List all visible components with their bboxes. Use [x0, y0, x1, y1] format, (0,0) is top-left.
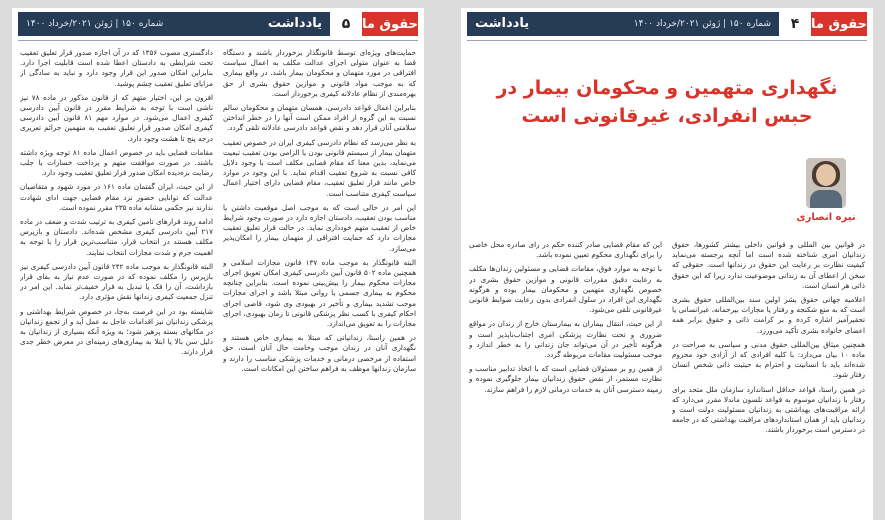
- paragraph: با توجه به موارد فوق، مقامات قضایی و مسئولین زندان‌ها مکلف به رعایت دقیق مقررات قانونی و موازین حقوق بشری در خصوص نگهداری متهمین و محکومان بیمار بوده و هرگونه نگهداری این افراد در سلول انفرادی بدون رعایت ضوابط قانونی غیرقانونی تلقی می‌شود.: [469, 264, 662, 315]
- paragraph: افزون بر این، اختیار متهم که از قانون مذکور در ماده ۷۸ نیز ناشی است با توجه به شرایط مقرر در قانون آیین دادرسی کیفری اعمال می‌شود. در موارد مهم ۸۱ قانون آیین دادرسی کیفری امکان صدور قرار تعلیق تعقیب به متهمین جرائم تعزیری درجه پنج تا هشت وجود دارد.: [20, 92, 213, 143]
- page-header: [18, 12, 418, 36]
- page-5: [12, 8, 424, 520]
- paragraph: از این حیث، ایران گفتمان ماده ۱۶۱ در مورد شهود و متقاضیان عدالت که توانایی حضور نزد مقام قضایی جهت ادای شهادت ندارند نیز حکمی مشابه ماده ۲۳۵ مقرر نموده است.: [20, 182, 213, 212]
- paragraph: در همین راستا، قواعد حداقل استاندارد سازمان ملل متحد برای رفتار با زندانیان موسوم به قواعد نلسون ماندلا مقرر می‌دارد که ارائه مراقبت‌های بهداشتی به زندانیان مسئولیت دولت است و زندانیان باید از همان استانداردهای مراقبت بهداشتی که در جامعه در دسترس است برخوردار باشند.: [672, 384, 865, 435]
- author-box: [789, 158, 863, 238]
- page-number: ۴: [790, 16, 800, 32]
- paragraph: این که مقام قضایی صادر کننده حکم در رای صادره محل خاصی را برای نگهداری محکوم تعیین نموده باشد.: [469, 240, 662, 260]
- paragraph: شایسته بود در این فرصت به‌جا، در خصوص شرایط بهداشتی و پزشکی زندانیان نیز اقدامات عاجل به عمل آید و از تجمع زندانیان در مکانهای بسته پرهیز شود؛ به ویژه آنکه بسیاری از زندانیان به دلیل سن بالا یا ابتلا به بیماری‌های زمینه‌ای در معرض خطر جدی قرار دارند.: [20, 306, 213, 357]
- paragraph: به نظر می‌رسد که نظام دادرسی کیفری ایران در خصوص تعقیب متهمان بیمار از سیستم قانونی بودن یا الزامی بودن تعقیب تبعیت می‌نماید، بدین معنا که مقام قضایی مکلف است با وجود دلایل کافی نسبت به شروع تعقیب اقدام نماید. با این وجود در موارد خاص مانند قرار تعلیق تعقیب، مقام قضایی دارای اختیار اعمال سیاست کیفری متناسب است.: [223, 137, 416, 198]
- section-title: یادداشت: [475, 16, 530, 31]
- page-header: [467, 12, 867, 36]
- paragraph: این امر در حالی است که به موجب اصل موقعیت داشتن یا مناسب بودن تعقیب، دادستان اجازه دارد در صورت وجود شرایط خاص از تعقیب متهم خودداری نماید. در حالت قرار تعلیق تعقیب مجازات دارد که حمایت افتراقی از متهمان بیمار را امکان‌پذیر می‌سازد.: [223, 202, 416, 253]
- paragraph: در همین راستا، زندانیانی که مبتلا به بیماری خاص هستند و نگهداری آنان در زندان موجب وخامت حال آنان است، حق استفاده از مرخصی درمانی و خدمات پزشکی مناسب را دارند و سازمان زندانها موظف به فراهم ساختن این امکانات است.: [223, 333, 416, 373]
- paragraph: البته قانونگذار به موجب ماده ۲۴۲ قانون آیین دادرسی کیفری نیز بازپرس را مکلف نموده که در صورت عدم نیاز به بقای قرار بازداشت، آن را فک یا تبدیل به قرار خفیف‌تر نماید. این امر در تنزل جمعیت کیفری زندانها نقش مؤثری دارد.: [20, 261, 213, 302]
- section-title: یادداشت: [267, 16, 322, 31]
- paragraph: البته قانونگذار به موجب ماده ۱۳۷ قانون مجازات اسلامی و همچنین ماده ۵۰۲ قانون آیین دادرسی کیفری امکان تعویق اجرای مجازات محکوم بیمار را پیش‌بینی نموده است. بنابراین چنانچه محکوم به بیماری جسمی یا روانی مبتلا باشد و اجرای مجازات موجب تشدید بیماری و تأخیر در بهبودی وی شود، قاضی اجرای احکام کیفری با کسب نظر پزشکی قانونی تا زمان بهبودی، اجرای مجازات را به تعویق می‌اندازد.: [223, 257, 416, 329]
- header-divider: [18, 40, 418, 41]
- author-name: نیره انصاری: [796, 212, 856, 223]
- paragraph: حمایت‌های ویژه‌ای توسط قانونگذار برخوردار باشند و دستگاه قضا به عنوان متولی اجرای عدالت مکلف به اعمال سیاست افتراقی در مورد متهمان و محکومان بیمار باشد. در واقع بیماری که به موجب مواد قانونی و موازین حقوق بشری از حق بهره‌مندی از نظام عادلانه کیفری برخوردار است.: [223, 48, 416, 98]
- page-4: [461, 8, 873, 520]
- paragraph: بنابراین اعمال قواعد دادرسی، همسان متهمان و محکومان سالم نسبت به این گروه از افراد ممکن است آنها را در خطر انداختن سلامتی آنان قرار دهد و نقض قواعد دادرسی عادلانه تلقی گردد.: [223, 103, 416, 133]
- header-divider: [467, 40, 867, 41]
- paragraph: دادگستری مصوب ۱۳۵۶ که در آن اجازه صدور قرار تعلیق تعقیب تحت شرایطی به دادستان اعطا شده است قابلیت اجرا دارد. بنابراین امکان صدور این قرار وجود دارد و نباید به سادگی از مزایای تعلیق تعقیب چشم پوشید.: [20, 48, 213, 88]
- brand-logo: حقوق ما: [362, 12, 418, 36]
- section-bar: [467, 12, 779, 36]
- paragraph: از این حیث، انتقال بیماران به بیمارستان خارج از زندان در مواقع ضروری و تحت نظارت پزشکی امری اجتناب‌ناپذیر است و هرگونه تأخیر در آن می‌تواند جان زندانی را به خطر اندازد و موجب مسئولیت مقامات مربوطه گردد.: [469, 319, 662, 360]
- text-columns: [20, 48, 416, 514]
- column-left: [469, 240, 662, 514]
- paragraph: در قوانین بین المللی و قوانین داخلی بیشتر کشورها، حقوق زندانیان امری شناخته شده است اما آنچه برجسته می‌نماید کیفیت نظارت بر رعایت این حقوق در زندانها است. حقوقی که سخن از اعطای آن به زندانی موضوعیت ندارد زیرا که این حقوق ذاتی هر انسان است.: [672, 240, 865, 290]
- text-columns: [469, 240, 865, 514]
- paragraph: همچنین میثاق بین‌المللی حقوق مدنی و سیاسی به صراحت در ماده ۱۰ بیان می‌دارد: با کلیه افرادی که از آزادی خود محروم شده‌اند باید با انسانیت و احترام به حیثیت ذاتی شخص انسان رفتار شود.: [672, 339, 865, 380]
- page-number: ۵: [341, 16, 351, 32]
- issue-line: شماره ۱۵۰ | ژوئن ۲۰۲۱/خرداد ۱۴۰۰: [26, 19, 164, 29]
- brand-logo: حقوق ما: [811, 12, 867, 36]
- article-title: نگهداری متهمین و محکومان بیمار در حبس انفرادی، غیرقانونی است: [496, 77, 838, 127]
- column-right: [223, 48, 416, 514]
- section-bar: [18, 12, 330, 36]
- paragraph: اعلامیه جهانی حقوق بشر اولین سند بین‌المللی حقوق بشری است که به منع شکنجه و رفتار یا مجازات بیرحمانه، غیرانسانی یا تحقیرآمیز اشاره کرده و بر کرامت ذاتی و حقوق برابر همه اعضای خانواده بشری تأکید می‌ورزد.: [672, 295, 865, 335]
- paragraph: ادامه روند قرارهای تامین کیفری به ترتیب شدت و ضعف در ماده ۲۱۷ آیین دادرسی کیفری مشخص شده‌اند. دادستان و بازپرس مکلف هستند در انتخاب قرار، متناسب‌ترین قرار را با توجه به اهمیت جرم و شدت مجازات انتخاب نمایند.: [20, 217, 213, 257]
- author-photo: [806, 158, 846, 208]
- paragraph: از همین رو بر مسئولان قضایی است که با اتخاذ تدابیر مناسب و نظارت مستمر، از نقض حقوق زندانیان بیمار جلوگیری نموده و زمینه دسترسی آنان به خدمات درمانی لازم را فراهم سازند.: [469, 364, 662, 394]
- issue-line: شماره ۱۵۰ | ژوئن ۲۰۲۱/خرداد ۱۴۰۰: [633, 19, 771, 29]
- paragraph: مقامات قضایی باید در خصوص اعمال ماده ۸۱ توجه ویژه داشته باشند. در صورت موافقت متهم و پرداخت خسارات یا جلب رضایت بزه‌دیده امکان صدور قرار تعلیق تعقیب وجود دارد.: [20, 147, 213, 178]
- column-left: [20, 48, 213, 514]
- column-right: [672, 240, 865, 514]
